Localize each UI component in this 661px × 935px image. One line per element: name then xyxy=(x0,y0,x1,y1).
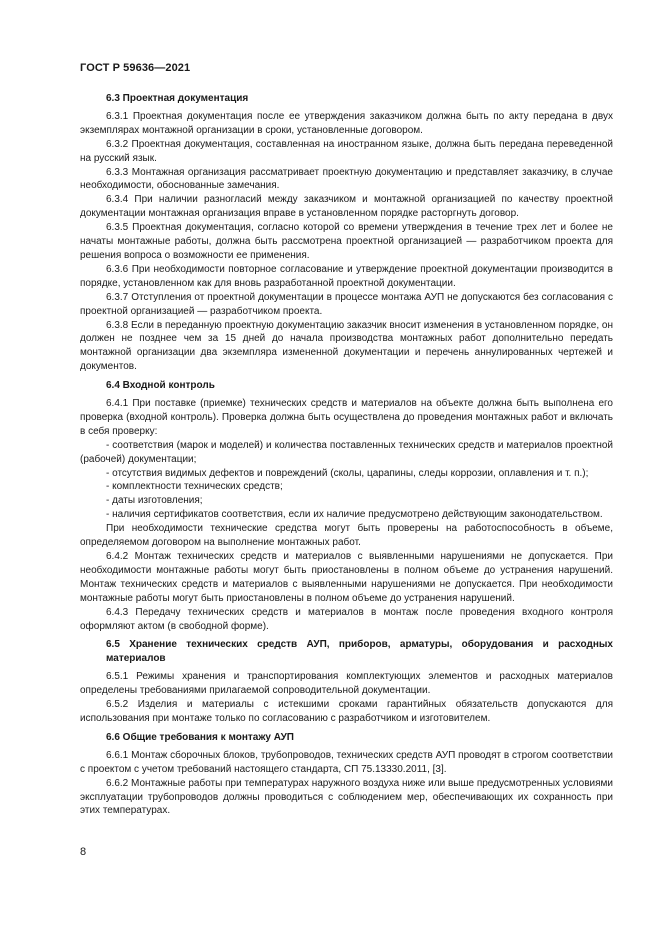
paragraph: 6.3.2 Проектная документация, составленная на иностранном языке, должна быть передана переведенной на русский язык. xyxy=(80,138,613,164)
paragraph: 6.3.8 Если в переданную проектную документацию заказчик вносит изменения в установленном порядке, он должен не позднее чем за 15 дней до начала производства монтажных работ дополнительно передать монтажной организации два экземпляра измененной документации и перечень аннулированных чертежей и документов. xyxy=(80,319,613,373)
section-title: 6.5 Хранение технических средств АУП, приборов, арматуры, оборудования и расходных материалов xyxy=(106,639,613,665)
list-item: - соответствия (марок и моделей) и количества поставленных технических средств и материалов проектной (рабочей) документации; xyxy=(80,439,613,465)
document-header: ГОСТ Р 59636—2021 xyxy=(80,62,191,74)
paragraph: 6.4.3 Передачу технических средств и материалов в монтаж после проведения входного контроля оформляют актом (в свободной форме). xyxy=(80,606,613,632)
section-title: 6.6 Общие требования к монтажу АУП xyxy=(106,731,294,743)
paragraph: 6.3.4 При наличии разногласий между заказчиком и монтажной организацией по качеству проектной документации монтажная организация вправе в установленном порядке расторгнуть договор. xyxy=(80,194,613,220)
paragraph: 6.3.5 Проектная документация, согласно которой со времени утверждения в течение трех лет и более не начаты монтажные работы, должна быть рассмотрена проектной организацией — разработчиком проекта для решения вопроса о возможности ее применения. xyxy=(80,222,613,261)
paragraph: 6.3.1 Проектная документация после ее утверждения заказчиком должна быть по акту передана в двух экземплярах монтажной организации в сроки, установленные договором. xyxy=(80,110,613,136)
section-title: 6.3 Проектная документация xyxy=(106,93,249,104)
page-number: 8 xyxy=(80,846,87,858)
paragraph: 6.4.2 Монтаж технических средств и материалов с выявленными нарушениями не допускается. При необходимости монтажные работы могут быть приостановлены в полном объеме до устранения нарушений. Монтаж технических средств и материалов с выявленными нарушениями не допускается. При необходимости монтажные работы могут быть приостановлены в полном объеме до устранения нарушений. xyxy=(80,551,613,604)
paragraph: 6.3.7 Отступления от проектной документации в процессе монтажа АУП не допускаются без согласования с проектной организацией — разработчиком проекта. xyxy=(80,291,613,317)
list-item: - даты изготовления; xyxy=(106,495,203,507)
paragraph: При необходимости технические средства могут быть проверены на работоспособность в объеме, определяемом договором на выполнение монтажных работ. xyxy=(80,523,613,549)
list-item: - наличия сертификатов соответствия, если их наличие предусмотрено действующим законодательством. xyxy=(106,509,603,521)
list-item: - отсутствия видимых дефектов и повреждений (сколы, царапины, следы коррозии, оплавления и т. п.); xyxy=(106,467,589,479)
list-item: - комплектности технических средств; xyxy=(106,481,283,493)
paragraph: 6.3.3 Монтажная организация рассматривает проектную документацию и представляет заказчику, в случае необходимости, обоснованные замечания. xyxy=(80,166,613,192)
paragraph: 6.5.2 Изделия и материалы с истекшими сроками гарантийных обязательств допускаются для использования при монтаже только по согласованию с разработчиком и изготовителем. xyxy=(80,699,613,724)
paragraph: 6.4.1 При поставке (приемке) технических средств и материалов на объекте должна быть выполнена его проверка (входной контроль). Проверка должна быть осуществлена до проведения монтажных работ и включать в себя проверку: xyxy=(80,398,613,437)
paragraph: 6.6.2 Монтажные работы при температурах наружного воздуха ниже или выше предусмотренных условиями эксплуатации трубопроводов должны проводиться с соблюдением мер, обеспечивающих их сохранность при этих температурах. xyxy=(80,777,613,817)
document-body xyxy=(80,92,613,818)
paragraph: 6.3.6 При необходимости повторное согласование и утверждение проектной документации производится в порядке, установленном как для вновь разработанной проектной документации. xyxy=(80,263,613,289)
paragraph: 6.5.1 Режимы хранения и транспортирования комплектующих элементов и расходных материалов определены требованиями прилагаемой сопроводительной документации. xyxy=(80,671,613,697)
section-title: 6.4 Входной контроль xyxy=(106,380,215,392)
paragraph: 6.6.1 Монтаж сборочных блоков, трубопроводов, технических средств АУП проводят в строгом соответствии с проектом с учетом требований настоящего стандарта, СП 75.13330.2011, [3]. xyxy=(80,749,613,775)
